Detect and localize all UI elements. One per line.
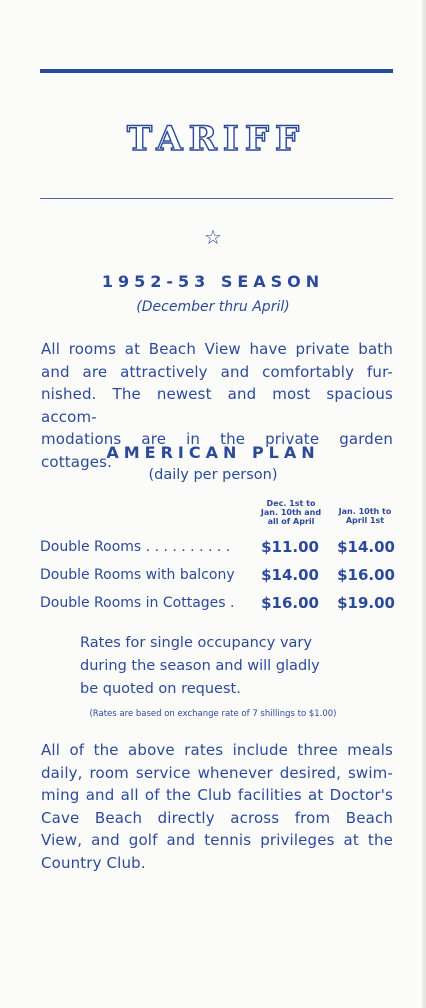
rate-row-label: Double Rooms . . . . . . . . . . [40, 539, 231, 555]
closing-paragraph [41, 739, 393, 874]
note-line: be quoted on request. [80, 681, 241, 697]
tariff-title-text: TARIFF [126, 119, 306, 159]
rate-early: $16.00 [261, 594, 319, 612]
star-icon: ☆ [204, 225, 222, 249]
rate-row [40, 564, 395, 586]
column-header-early-season [251, 499, 331, 526]
column-header-peak-season [333, 507, 397, 525]
rate-peak: $19.00 [337, 594, 395, 612]
rate-row-label: Double Rooms with balcony [40, 567, 235, 583]
rate-early: $14.00 [261, 566, 319, 584]
rate-row-label: Double Rooms in Cottages . [40, 595, 235, 611]
note-line: during the season and will gladly [80, 658, 320, 674]
column-header-line: all of April [267, 517, 315, 526]
column-header-line: Jan. 10th and [260, 508, 322, 517]
closing-line: ming and all of the Club facilities at Doctor's [41, 786, 393, 804]
season-subheading: (December thru April) [136, 299, 290, 315]
closing-line: daily, room service whenever desired, swim- [41, 763, 393, 782]
intro-line: modations are in the private garden cottages. [41, 430, 393, 471]
single-occupancy-note [80, 632, 380, 701]
rate-peak: $14.00 [337, 538, 395, 556]
rate-peak: $16.00 [337, 566, 395, 584]
intro-line: and are attractively and comfortably fur- [41, 362, 393, 381]
season-heading: 1952-53 SEASON [101, 272, 325, 291]
column-header-line: Dec. 1st to [266, 499, 316, 508]
note-line: Rates for single occupancy vary [80, 635, 312, 651]
closing-line: All of the above rates include three meals [41, 741, 393, 759]
closing-line: View, and golf and tennis privileges at the [41, 831, 393, 849]
rate-row [40, 592, 395, 614]
exchange-rate-note: (Rates are based on exchange rate of 7 shillings to $1.00) [89, 709, 337, 719]
divider-rule [40, 198, 393, 199]
intro-line: All rooms at Beach View have private bath [41, 340, 393, 358]
tariff-title [0, 112, 426, 164]
intro-line: nished. The newest and most spacious accom- [41, 385, 393, 426]
rate-early: $11.00 [261, 538, 319, 556]
closing-line: Cave Beach directly across from Beach [41, 808, 393, 827]
top-rule [40, 69, 393, 73]
plan-heading: AMERICAN PLAN [106, 443, 320, 462]
closing-line: Country Club. [41, 853, 146, 872]
column-header-line: Jan. 10th to [338, 507, 392, 516]
rate-row [40, 536, 395, 558]
plan-subheading: (daily per person) [148, 467, 278, 483]
column-header-line: April 1st [345, 516, 385, 525]
